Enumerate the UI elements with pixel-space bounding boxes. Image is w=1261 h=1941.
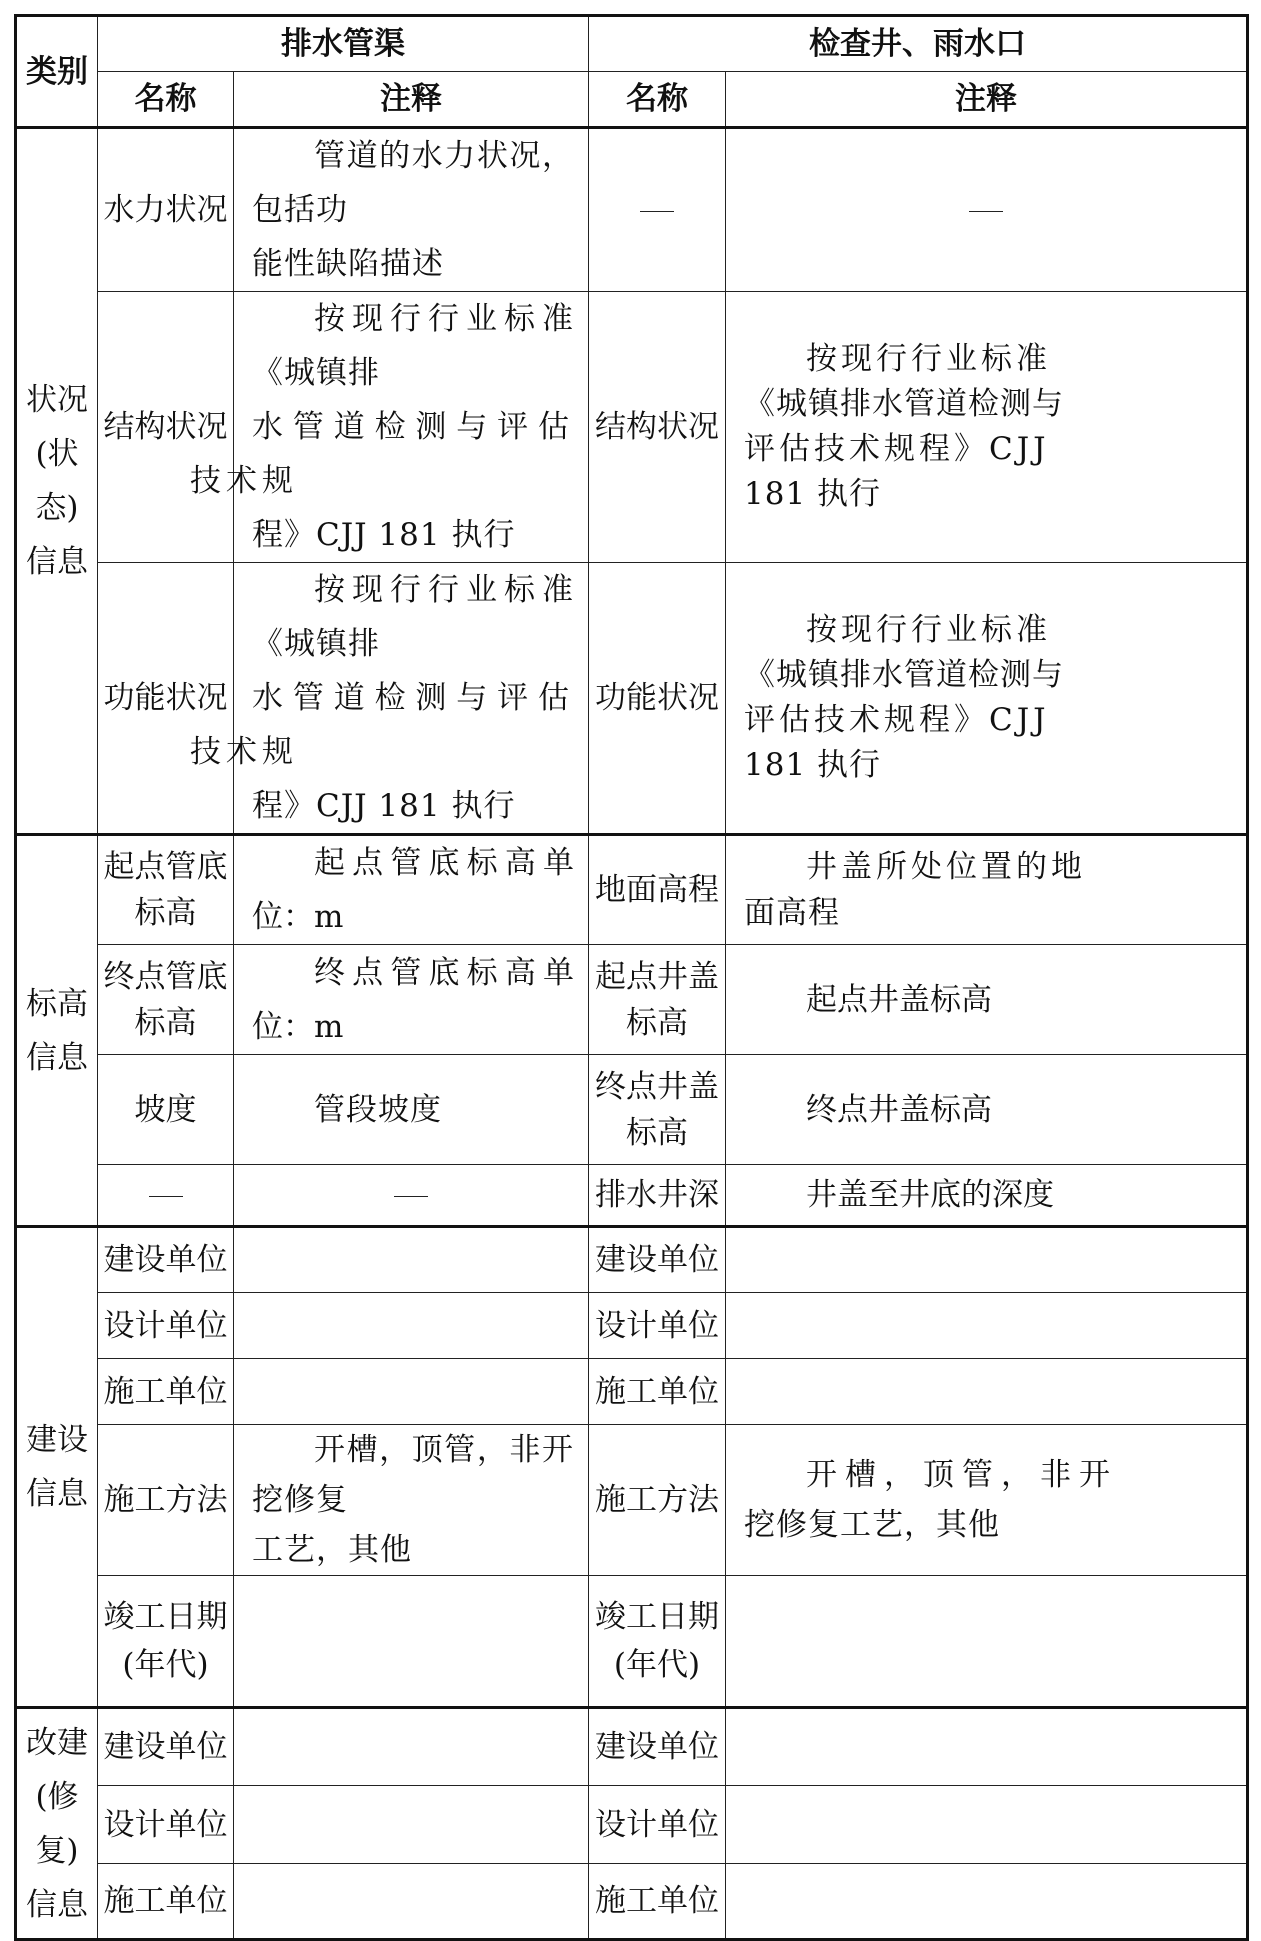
pipe-item-note: 起点管底标高单位：m — [234, 835, 589, 945]
well-item-note — [726, 128, 1248, 292]
note-line: 程》CJJ 181 执行 — [252, 517, 516, 553]
pipe-item-note — [234, 1293, 589, 1359]
pipe-item-note: 终点管底标高单位：m — [234, 945, 589, 1055]
note-line: 评估技术规程》CJJ — [744, 431, 1050, 467]
pipe-item-note — [234, 1864, 589, 1940]
pipe-item-name: 施工单位 — [98, 1359, 234, 1425]
name-line: 标高 — [626, 1004, 688, 1041]
pipe-item-name: 建设单位 — [98, 1708, 234, 1786]
pipe-item-note — [190, 563, 589, 835]
section-label-line: (修复) — [35, 1778, 79, 1869]
pipe-item-name: 设计单位 — [98, 1786, 234, 1864]
note-line: 181 执行 — [744, 476, 882, 512]
well-item-name: 建设单位 — [589, 1708, 726, 1786]
name-line: 终点管底 — [103, 958, 228, 995]
name-line: 竣工日期 — [103, 1599, 228, 1635]
pipe-item-note — [234, 1786, 589, 1864]
pipe-item-note — [234, 1576, 589, 1708]
pipe-item-note — [234, 1227, 589, 1293]
well-item-name: 设计单位 — [589, 1786, 726, 1864]
section-label-status — [16, 128, 98, 835]
pipe-item-note — [234, 1425, 589, 1576]
header-category: 类别 — [16, 16, 98, 128]
note-line: 开槽，顶管，非开挖修复 — [252, 1432, 574, 1518]
section-label-line: 标高 — [26, 985, 88, 1022]
note-line: 挖修复工艺，其他 — [744, 1507, 1000, 1543]
section-label-line: 建设 — [26, 1422, 88, 1458]
well-item-note — [726, 292, 1248, 563]
section-label-line: (状态) — [35, 436, 79, 526]
well-item-name: 施工单位 — [589, 1359, 726, 1425]
header-well-name: 名称 — [589, 72, 726, 128]
well-item-name: 设计单位 — [589, 1293, 726, 1359]
note-line: 按现行行业标准《城镇排 — [252, 301, 574, 391]
pipe-item-note — [234, 1708, 589, 1786]
pipe-item-name: 结构状况 — [98, 292, 234, 563]
note-line: 181 执行 — [744, 747, 882, 783]
well-item-note — [726, 1576, 1248, 1708]
section-label-line: 改建 — [26, 1724, 88, 1761]
well-item-name: 排水井深 — [589, 1165, 726, 1227]
section-label-line: 信息 — [26, 544, 88, 580]
pipe-item-name: 施工单位 — [98, 1864, 234, 1940]
note-line: 工艺，其他 — [252, 1532, 412, 1568]
well-item-note — [726, 835, 1248, 945]
name-line: 标高 — [134, 895, 197, 931]
pipe-item-name: 功能状况 — [98, 563, 234, 835]
header-well-note: 注释 — [726, 72, 1248, 128]
pipe-item-name — [98, 1576, 234, 1708]
note-line: 评估技术规程》CJJ — [744, 702, 1050, 738]
name-line: (年代) — [613, 1647, 701, 1683]
note-line: 按现行行业标准 — [806, 341, 1051, 377]
note-line: 水管道检测与评估技术规 — [190, 409, 574, 499]
note-line: 开槽，顶管，非开 — [806, 1457, 1118, 1493]
well-item-name: 建设单位 — [589, 1227, 726, 1293]
drainage-info-table — [14, 14, 1249, 1941]
well-item-note: 起点井盖标高 — [726, 945, 1248, 1055]
pipe-item-name — [98, 1165, 234, 1227]
pipe-item-note — [234, 128, 589, 292]
note-line: 能性缺陷描述 — [252, 246, 444, 282]
note-line: 井盖所处位置的地 — [806, 849, 1086, 885]
pipe-item-name: 水力状况 — [98, 128, 234, 292]
well-item-name: 结构状况 — [589, 292, 726, 563]
dash-icon — [640, 211, 674, 212]
well-item-note: 终点井盖标高 — [726, 1055, 1248, 1165]
well-item-name — [589, 1576, 726, 1708]
name-line: 起点管底 — [103, 849, 228, 885]
name-line: 竣工日期 — [595, 1599, 719, 1635]
well-item-name: 地面高程 — [589, 835, 726, 945]
dash-icon — [969, 211, 1003, 212]
section-label-elevation — [16, 835, 98, 1227]
section-label-line: 信息 — [26, 1039, 88, 1076]
pipe-item-name: 建设单位 — [98, 1227, 234, 1293]
well-item-note — [726, 1786, 1248, 1864]
well-item-name — [589, 128, 726, 292]
well-item-note — [726, 1708, 1248, 1786]
well-item-note — [726, 1293, 1248, 1359]
note-line: 水管道检测与评估技术规 — [190, 680, 574, 770]
header-pipe-note: 注释 — [234, 72, 589, 128]
well-item-name: 功能状况 — [589, 563, 726, 835]
well-item-name: 施工方法 — [589, 1425, 726, 1576]
note-line: 按现行行业标准《城镇排 — [252, 572, 574, 662]
name-line: 标高 — [626, 1114, 688, 1151]
section-label-construction — [16, 1227, 98, 1708]
well-item-note: 井盖至井底的深度 — [726, 1165, 1248, 1227]
header-well-group: 检查井、雨水口 — [589, 16, 1248, 72]
name-line: 终点井盖 — [595, 1068, 719, 1105]
note-line: 按现行行业标准 — [806, 612, 1051, 648]
header-pipe-name: 名称 — [98, 72, 234, 128]
well-item-name: 施工单位 — [589, 1864, 726, 1940]
well-item-note — [726, 1864, 1248, 1940]
name-line: 起点井盖 — [595, 958, 719, 995]
dash-icon — [394, 1196, 428, 1197]
note-line: 《城镇排水管道检测与 — [744, 386, 1064, 422]
section-label-line: 信息 — [26, 1476, 88, 1512]
pipe-item-note — [190, 292, 589, 563]
section-label-line: 状况 — [26, 382, 88, 418]
pipe-item-name — [98, 945, 234, 1055]
well-item-note — [726, 563, 1248, 835]
header-pipe-group: 排水管渠 — [98, 16, 589, 72]
name-line: (年代) — [122, 1647, 209, 1683]
pipe-item-name: 施工方法 — [98, 1425, 234, 1576]
note-line: 《城镇排水管道检测与 — [744, 657, 1064, 693]
name-line: 标高 — [134, 1004, 197, 1041]
dash-icon — [149, 1196, 183, 1197]
well-item-note — [726, 1227, 1248, 1293]
pipe-item-note: 管段坡度 — [234, 1055, 589, 1165]
well-item-name — [589, 945, 726, 1055]
note-line: 程》CJJ 181 执行 — [252, 788, 516, 824]
section-label-line: 信息 — [26, 1886, 88, 1923]
pipe-item-note — [234, 1359, 589, 1425]
well-item-name — [589, 1055, 726, 1165]
note-line: 面高程 — [744, 895, 840, 931]
pipe-item-name: 设计单位 — [98, 1293, 234, 1359]
well-item-note — [726, 1425, 1248, 1576]
well-item-note — [726, 1359, 1248, 1425]
pipe-item-name — [98, 835, 234, 945]
note-line: 管道的水力状况，包括功 — [252, 138, 574, 228]
pipe-item-name: 坡度 — [98, 1055, 234, 1165]
section-label-renovation — [16, 1708, 98, 1940]
pipe-item-note — [234, 1165, 589, 1227]
